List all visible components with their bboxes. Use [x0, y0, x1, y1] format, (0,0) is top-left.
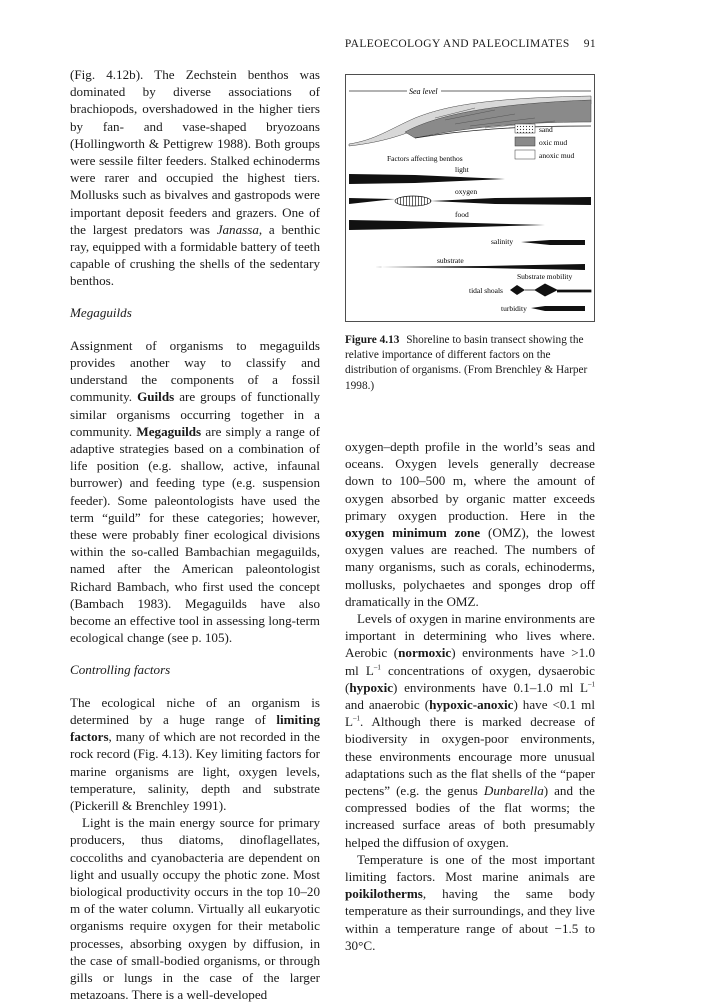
- factor-label-tidal-shoals: tidal shoals: [469, 286, 503, 295]
- legend-oxic-mud-label: oxic mud: [539, 138, 568, 147]
- factor-label-light: light: [455, 165, 469, 174]
- factor-label-salinity: salinity: [491, 237, 514, 246]
- bold-term: normoxic: [398, 645, 452, 661]
- factor-bar-substrate-mobility: [525, 284, 591, 296]
- figure-caption: [345, 333, 595, 394]
- header-title: PALEOECOLOGY AND PALEOCLIMATES: [344, 38, 570, 50]
- factor-bar-light: [349, 174, 505, 184]
- left-column: [70, 66, 320, 1003]
- italic-term: Dunbarella: [483, 783, 544, 799]
- paragraph: The ecological niche of an organism is determined by a huge range of limiting factors, many of which are not recorded in the rock record (Fig. 4.13). Key limiting factors for marine organisms are light, oxygen levels, temperature, salinity, depth and substrate (Pickerill & Brenchley 1991).: [70, 694, 320, 813]
- factor-label-substrate-mobility: Substrate mobility: [517, 272, 573, 281]
- legend-anoxic-mud-swatch: [515, 150, 535, 159]
- factor-bar-substrate: [375, 264, 585, 270]
- running-header: [345, 38, 596, 50]
- factor-label-food: food: [455, 210, 469, 219]
- paragraph: (Fig. 4.12b). The Zechstein benthos was dominated by diverse associations of brachiopods, overshadowed in the higher tiers by fan- and vase-shaped bryozoans (Hollingworth & Pettigrew 1988). Both groups were sessile filter feeders. Stalked echinoderms were rarer and occupied the highest tiers. Mollusks such as bivalves and gastropods were important deposit feeders and grazers. One of the largest predators was Janassa, a benthic ray, equipped with a formidable battery of teeth capable of crushing the shells of the sedentary benthos.: [70, 67, 321, 289]
- figure-caption-text: Shoreline to basin transect showing the relative importance of different factors on the distribution of organisms. (From Brenchley & Harper 1998.): [345, 334, 588, 392]
- factor-bar-oxygen-omz: [395, 196, 431, 206]
- factor-label-substrate: substrate: [437, 256, 464, 265]
- factor-label-turbidity: turbidity: [501, 304, 527, 313]
- superscript: –1: [588, 680, 595, 689]
- paragraph: Light is the main energy source for primary producers, thus diatoms, dinoflagellates, coccoliths and cyanobacteria are dependent on light and usually occupy the photic zone. Most biological productivity occurs in the top 10–20 m of the water column. Virtually all eukaryotic organisms require oxygen for their metabolic processes, absorbing oxygen by diffusion, in the case of small-bodied organisms, or through gills or lungs in the case of the larger metazoans. There is a well-developed: [70, 815, 320, 1003]
- legend-sand-swatch: [515, 124, 535, 133]
- factor-bar-oxygen-start: [349, 198, 395, 204]
- paragraph: oxygen–depth profile in the world’s seas and oceans. Oxygen levels generally decrease down to 100–500 m, where the amount of oxygen absorbed by organic matter exceeds primary oxygen production. Here in the oxygen minimum zone (OMZ), the lowest oxygen values are reached. The numbers of many organisms, such as corals, echinoderms, mollusks, polychaetes and sponges drop off dramatically in the OMZ.: [345, 439, 596, 609]
- bold-term: Megaguilds: [136, 423, 202, 439]
- section-heading-megaguilds: Megaguilds: [70, 304, 132, 320]
- figure-caption-label: Figure 4.13: [345, 334, 400, 346]
- bold-term: poikilotherms: [345, 886, 423, 902]
- bold-term: hypoxic: [349, 679, 394, 695]
- figure-transect-diagram: [345, 74, 595, 322]
- bold-term: limiting factors: [70, 711, 320, 745]
- factor-bar-tidal-shoal-1: [510, 285, 525, 295]
- factor-bar-oxygen-deep: [431, 197, 591, 205]
- factor-bar-salinity: [521, 240, 585, 245]
- sea-level-label: Sea level: [409, 87, 438, 96]
- paragraph: Assignment of organisms to megaguilds provides another way to classify and understand the components of a fossil community. Guilds are groups of functionally similar organisms occurring together in a community. Megaguilds are simply a range of adaptive strategies based on a combination of life position (e.g. shallow, active, infaunal burrower) and feeding type (e.g. suspension feeder). Some paleontologists have used the term “guild” for these categories; however, these were probably finer ecological divisions within the so-called Bambachian megaguilds, named after the American paleontologist Richard Bambach, who first used the concept (Bambach 1983). Megaguilds have also become an effective tool in assessing long-term ecological change (see p. 105).: [70, 337, 321, 646]
- paragraph: Temperature is one of the most important limiting factors. Most marine animals are poikilotherms, having the same body temperature as their surroundings, and they live within a temperature range of about −1.5 to 30°C.: [345, 851, 595, 953]
- factor-bar-turbidity: [531, 306, 585, 311]
- legend-oxic-mud-swatch: [515, 137, 535, 146]
- legend-anoxic-mud-label: anoxic mud: [539, 151, 575, 160]
- bold-term: hypoxic-anoxic: [429, 697, 514, 713]
- italic-term: Janassa: [216, 221, 259, 237]
- bold-term: oxygen minimum zone: [345, 525, 481, 541]
- paragraph: Levels of oxygen in marine environments are important in determining who lives where. Aerobic (normoxic) environments have >1.0 ml $L^{-1}$ concentrations of oxygen, dysaerobic (hypoxic) environments have 0.1–1.0 ml $L^{-1}$ and anaerobic (hypoxic-anoxic) have <0.1 ml $L^{-1}$. Although there is marked decrease of biodiversity in oxygen-poor environments, these environments encourage more unusual adaptations such as the flat shells of the “paper pectens” (e.g. the genus Dunbarella) and the compressed bodies of the flat worms; the increased surface areas of both presumably helped the diffusion of oxygen.: [345, 611, 595, 850]
- factors-title: Factors affecting benthos: [387, 154, 463, 163]
- superscript: –1: [353, 714, 360, 723]
- factor-bar-food: [349, 220, 545, 230]
- bold-term: Guilds: [137, 389, 175, 405]
- right-column: [345, 438, 595, 954]
- legend-sand-label: sand: [539, 125, 553, 134]
- section-heading-controlling-factors: Controlling factors: [70, 661, 171, 677]
- superscript: –1: [373, 663, 381, 672]
- page-number: 91: [583, 38, 596, 50]
- factor-label-oxygen: oxygen: [455, 187, 478, 196]
